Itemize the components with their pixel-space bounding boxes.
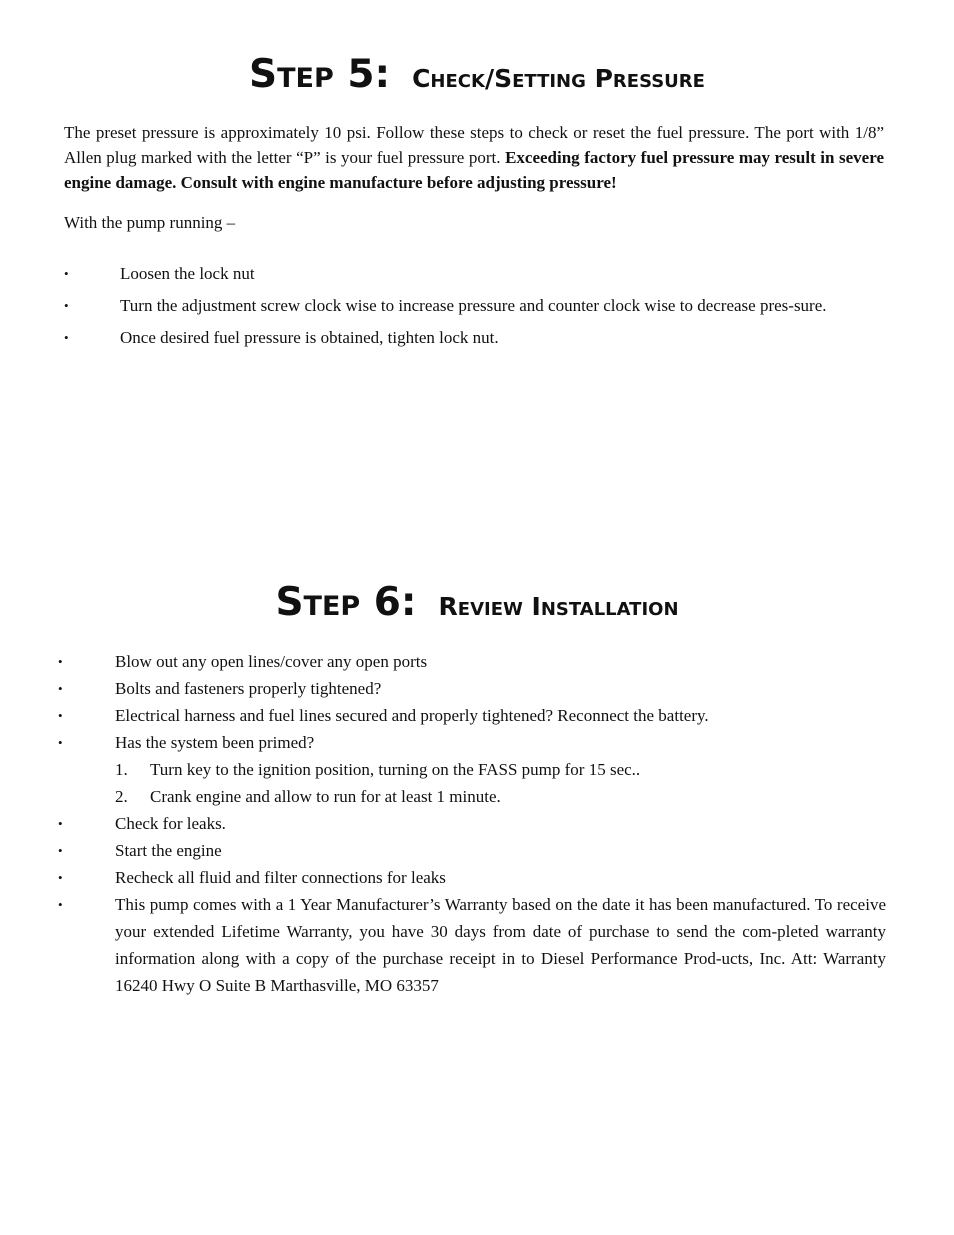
step6-sublist (115, 756, 875, 810)
step5-list (64, 258, 884, 354)
sub-list-item (115, 756, 875, 783)
sub-list-item (115, 783, 875, 810)
step5-intro-text: The preset pressure is approximately 10 psi. Follow these steps to check or reset the fuel pressure. The port with 1/8” Allen plug marked with the letter “P” is your fuel pressure port. (64, 123, 884, 167)
list-item: • Has the system been primed? (58, 729, 886, 756)
step6-heading-title: Review Installation (438, 592, 679, 621)
list-item: • Check for leaks. (58, 810, 886, 837)
step6-heading (0, 580, 954, 625)
step6-list (58, 648, 886, 756)
sub-list-number: 2. (115, 787, 128, 806)
step5-heading (0, 52, 954, 97)
step5-running-note: With the pump running – (64, 213, 236, 232)
list-item: • Once desired fuel pressure is obtained, tighten lock nut. (64, 322, 884, 354)
step5-heading-title: Check/Setting Pressure (412, 64, 705, 93)
list-item: • Electrical harness and fuel lines secured and properly tightened? Reconnect the battery. (58, 702, 886, 729)
sub-list-text: Crank engine and allow to run for at least 1 minute. (150, 787, 501, 806)
list-item: • Turn the adjustment screw clock wise to increase pressure and counter clock wise to decrease pres-sure. (64, 290, 884, 322)
list-item: • Blow out any open lines/cover any open ports (58, 648, 886, 675)
list-item: • Bolts and fasteners properly tightened? (58, 675, 886, 702)
list-item: • Loosen the lock nut (64, 258, 884, 290)
step5-intro-paragraph (64, 120, 884, 195)
list-item: • Start the engine (58, 837, 886, 864)
sub-list-text: Turn key to the ignition position, turning on the FASS pump for 15 sec.. (150, 760, 641, 779)
step5-heading-step: Step 5: (249, 52, 391, 97)
step6-heading-step: Step 6: (275, 580, 417, 625)
list-item: • Recheck all fluid and filter connections for leaks (58, 864, 886, 891)
list-item: • This pump comes with a 1 Year Manufacturer’s Warranty based on the date it has been manufactured. To receive your extended Lifetime Warranty, you have 30 days from date of purchase to send the com-pleted warranty information along with a copy of the purchase receipt in to Diesel Performance Prod-ucts, Inc. Att: Warranty 16240 Hwy O Suite B Marthasville, MO 63357 (58, 891, 886, 999)
sub-list-number: 1. (115, 760, 128, 779)
step6-list-continued (58, 810, 886, 999)
step5-intro-warning: Exceeding factory fuel pressure may result in severe engine damage. Consult with engine manufacture before adjusting pressure! (64, 148, 884, 192)
